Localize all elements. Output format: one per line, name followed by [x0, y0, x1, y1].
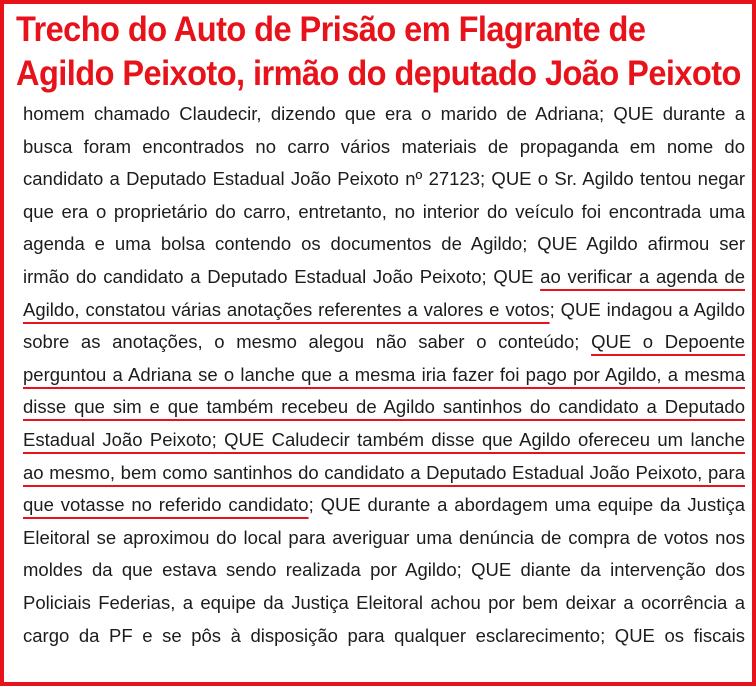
text-segment: Eleitoral se aproximou do local para averiguar uma denúncia de compra de votos nos: [23, 526, 745, 548]
text-line: [23, 294, 745, 327]
text-segment: ; QUE durante a abordagem uma equipe da Justiça: [308, 494, 745, 516]
text-line: [23, 359, 745, 392]
highlighted-text: disse que sim e que também recebeu de Agildo santinhos do candidato a Deputado: [23, 396, 745, 418]
text-line: [23, 554, 745, 587]
text-segment: busca foram encontrados no carro vários materiais de propaganda em nome do: [23, 135, 745, 157]
highlighted-text: Agildo, constatou várias anotações referentes a valores e votos: [23, 298, 550, 320]
text-segment: moldes da que estava sendo realizada por Agildo; QUE diante da intervenção dos: [23, 559, 745, 581]
text-segment: candidato a Deputado Estadual João Peixoto nº 27123; QUE o Sr. Agildo tentou negar: [23, 168, 745, 190]
title-line: Agildo Peixoto, irmão do deputado João Peixoto: [16, 54, 741, 93]
document-title: [16, 8, 741, 96]
text-line: [23, 391, 745, 424]
text-line: [23, 261, 745, 294]
highlighted-text: Estadual João Peixoto; QUE Caludecir também disse que Agildo ofereceu um lanche: [23, 428, 745, 450]
highlighted-text: ao verificar a agenda de: [540, 265, 745, 287]
text-line: [23, 228, 745, 261]
text-line: [23, 163, 745, 196]
text-line: [23, 98, 745, 131]
text-segment: agenda e uma bolsa contendo os documentos de Agildo; QUE Agildo afirmou ser: [23, 233, 745, 255]
text-segment: homem chamado Claudecir, dizendo que era o marido de Adriana; QUE durante a: [23, 103, 745, 124]
highlighted-text: ao mesmo, bem como santinhos do candidato a Deputado Estadual João Peixoto, para: [23, 461, 745, 483]
text-line: [23, 326, 745, 359]
text-line: [23, 424, 745, 457]
text-segment: que era o proprietário do carro, entretanto, no interior do veículo foi encontrada uma: [23, 200, 745, 222]
document-excerpt: [23, 98, 745, 652]
highlighted-text: QUE o Depoente: [591, 331, 745, 353]
text-segment: Policiais Federias, a equipe da Justiça Eleitoral achou por bem deixar a ocorrência a: [23, 591, 745, 613]
text-segment: ; QUE indagou a Agildo: [549, 298, 746, 320]
text-line: [23, 587, 745, 620]
text-segment: cargo da PF e se pôs à disposição para qualquer esclarecimento; QUE os fiscais: [23, 624, 745, 646]
text-line: [23, 196, 745, 229]
text-line: [23, 131, 745, 164]
text-line: [23, 489, 745, 522]
text-segment: irmão do candidato a Deputado Estadual João Peixoto; QUE: [23, 265, 541, 287]
title-line: Trecho do Auto de Prisão em Flagrante de: [16, 10, 646, 49]
highlighted-text: perguntou a Adriana se o lanche que a mesma iria fazer foi pago por Agildo, a mesma: [23, 363, 745, 385]
text-line: [23, 522, 745, 555]
highlighted-text: que votasse no referido candidato: [23, 494, 309, 516]
text-line: [23, 457, 745, 490]
text-line: [23, 620, 745, 653]
text-segment: sobre as anotações, o mesmo alegou não saber o conteúdo;: [23, 331, 592, 353]
